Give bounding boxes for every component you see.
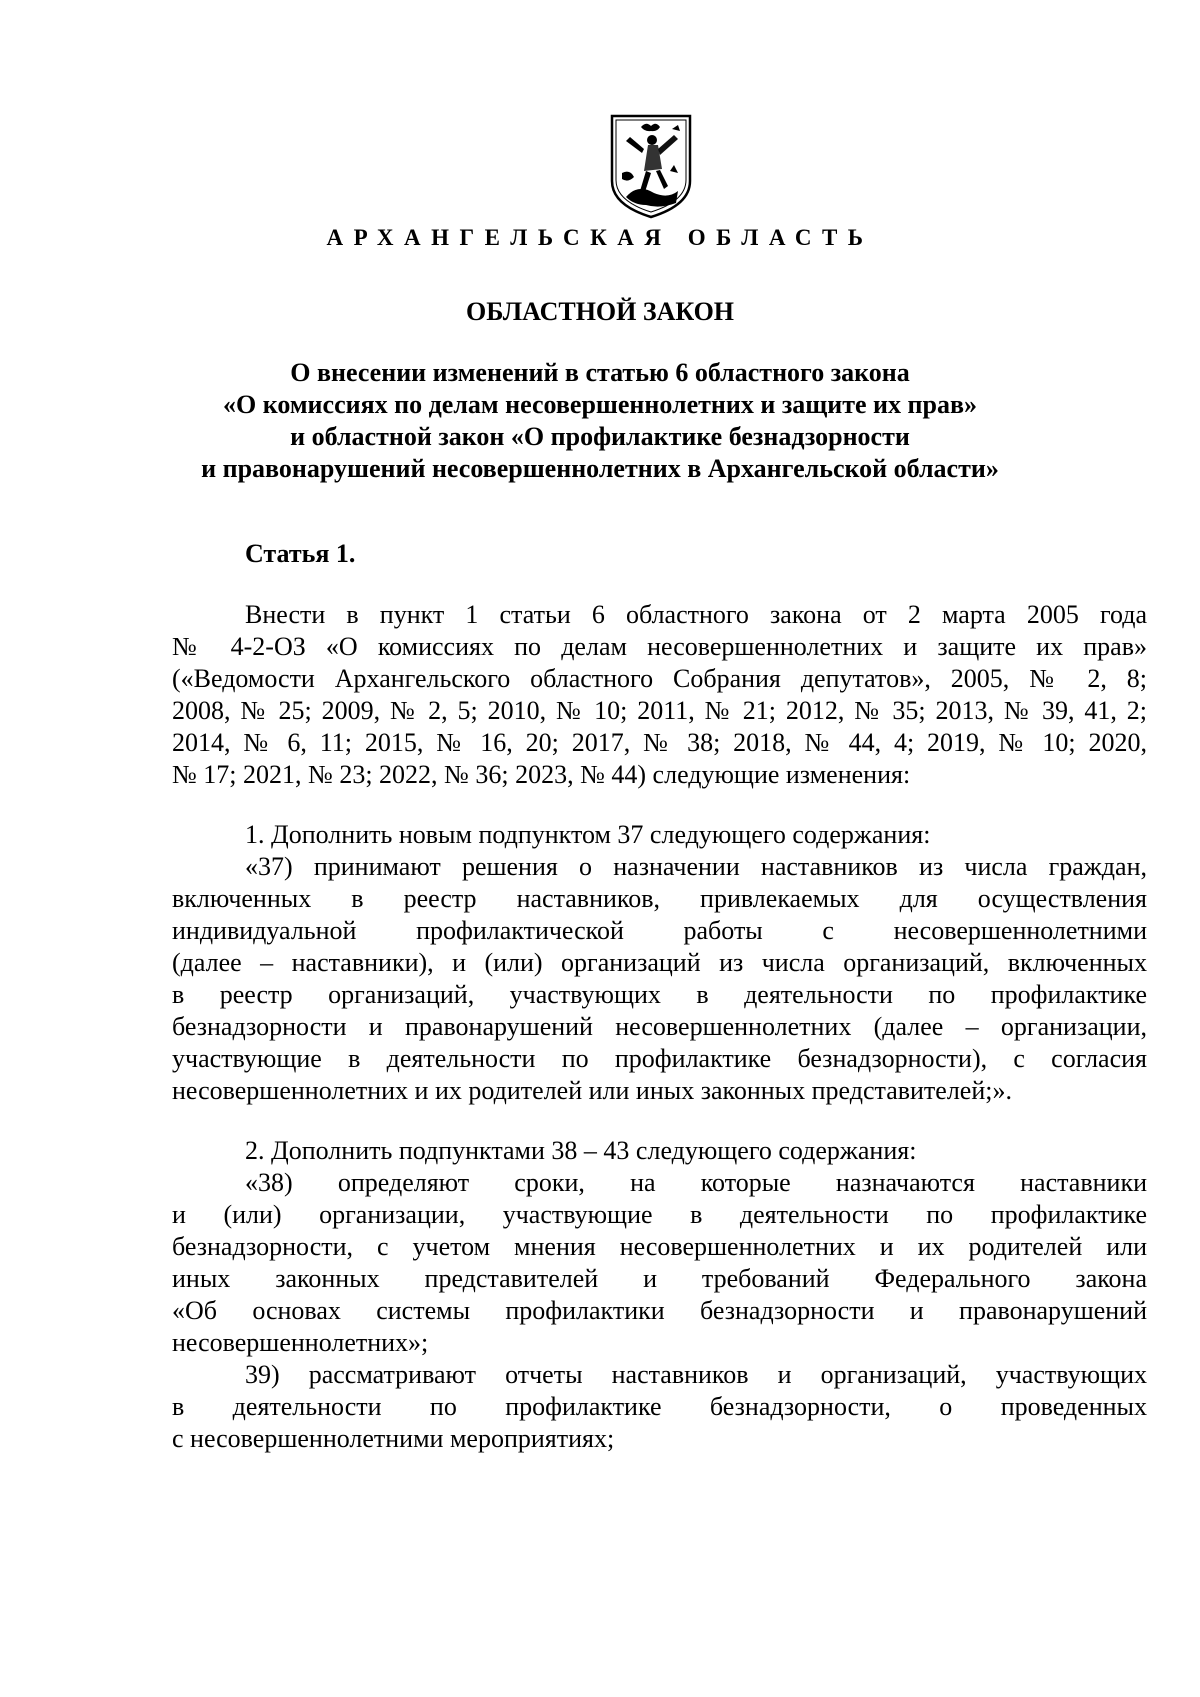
item-1-line: несовершеннолетних и их родителей или иных законных представителей;».: [172, 1076, 1012, 1105]
subitem-39-line: с несовершеннолетними мероприятиях;: [172, 1424, 615, 1453]
subitem-38-line: «Об основах системы профилактики безнадзорности и правонарушений: [172, 1296, 1147, 1325]
article-intro-line: Внести в пункт 1 статьи 6 областного закона от 2 марта 2005 года: [245, 600, 1147, 629]
subitem-38-line: «38) определяют сроки, на которые назначаются наставники: [245, 1168, 1147, 1197]
subitem-38-line: иных законных представителей и требований Федерального закона: [172, 1264, 1147, 1293]
article-intro-line: 2008, № 25; 2009, № 2, 5; 2010, № 10; 2011, № 21; 2012, № 35; 2013, № 39, 41, 2;: [172, 696, 1147, 725]
article-heading: Статья 1.: [245, 539, 356, 568]
region-name: АРХАНГЕЛЬСКАЯ ОБЛАСТЬ: [326, 225, 874, 250]
item-1-line: «37) принимают решения о назначении наставников из числа граждан,: [245, 852, 1147, 881]
article-intro-line: № 4-2-ОЗ «О комиссиях по делам несовершеннолетних и защите их прав»: [172, 632, 1147, 661]
item-1-line: индивидуальной профилактической работы с несовершеннолетними: [172, 916, 1147, 945]
article-intro-line: № 17; 2021, № 23; 2022, № 36; 2023, № 44) следующие изменения:: [172, 760, 911, 789]
coat-of-arms-emblem: [608, 113, 694, 219]
article-intro-line: («Ведомости Архангельского областного Собрания депутатов», 2005, № 2, 8;: [172, 664, 1147, 693]
article-intro-line: 2014, № 6, 11; 2015, № 16, 20; 2017, № 38; 2018, № 44, 4; 2019, № 10; 2020,: [172, 728, 1147, 757]
law-title-line-1: О внесении изменений в статью 6 областного закона: [290, 358, 910, 387]
law-title-line-3: и областной закон «О профилактике безнадзорности: [290, 422, 910, 451]
subitem-38-line: и (или) организации, участвующие в деятельности по профилактике: [172, 1200, 1147, 1229]
item-2-heading: 2. Дополнить подпунктами 38 – 43 следующего содержания:: [245, 1136, 917, 1165]
item-1-heading: 1. Дополнить новым подпунктом 37 следующего содержания:: [245, 820, 931, 849]
subitem-38-line: безнадзорности, с учетом мнения несовершеннолетних и их родителей или: [172, 1232, 1147, 1261]
item-1-line: участвующие в деятельности по профилактике безнадзорности), с согласия: [172, 1044, 1147, 1073]
item-1-line: в реестр организаций, участвующих в деятельности по профилактике: [172, 980, 1147, 1009]
subitem-39-line: в деятельности по профилактике безнадзорности, о проведенных: [172, 1392, 1147, 1421]
subitem-38-line: несовершеннолетних»;: [172, 1328, 429, 1357]
law-title-line-4: и правонарушений несовершеннолетних в Архангельской области»: [201, 454, 999, 483]
item-1-line: включенных в реестр наставников, привлекаемых для осуществления: [172, 884, 1147, 913]
item-1-line: безнадзорности и правонарушений несовершеннолетних (далее – организации,: [172, 1012, 1147, 1041]
document-type: ОБЛАСТНОЙ ЗАКОН: [465, 297, 735, 326]
law-title-line-2: «О комиссиях по делам несовершеннолетних и защите их прав»: [222, 390, 978, 419]
subitem-39-line: 39) рассматривают отчеты наставников и организаций, участвующих: [245, 1360, 1147, 1389]
item-1-line: (далее – наставники), и (или) организаций из числа организаций, включенных: [172, 948, 1147, 977]
